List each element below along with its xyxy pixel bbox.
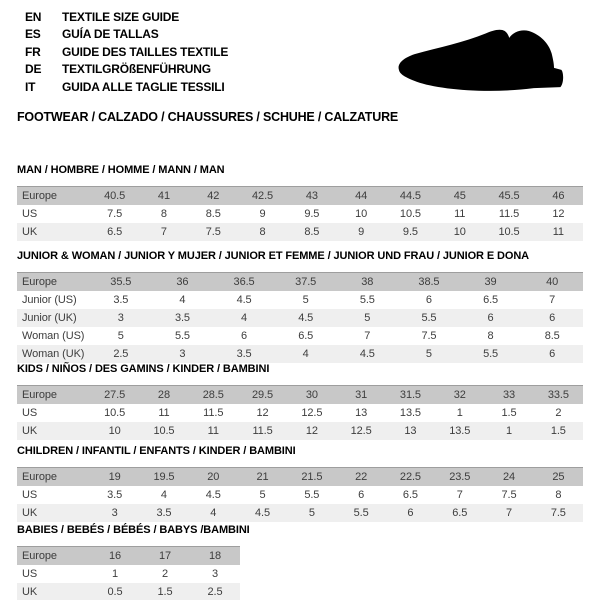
language-code: ES	[25, 27, 41, 42]
row-label: US	[22, 407, 38, 419]
size-cell: 3.5	[236, 348, 252, 360]
size-table	[17, 272, 583, 363]
size-cell: 18	[208, 550, 222, 562]
size-cell: 8	[555, 489, 562, 501]
size-cell: 23.5	[449, 471, 471, 483]
table-row	[17, 583, 240, 600]
size-cell: 8.5	[205, 208, 221, 220]
table-title: CHILDREN / INFANTIL / ENFANTS / KINDER / BAMBINI	[17, 445, 296, 457]
row-label: US	[22, 208, 38, 220]
size-cell: 8.5	[304, 226, 320, 238]
table-row	[17, 223, 583, 241]
size-cell: 11	[207, 425, 219, 437]
size-cell: 4.5	[298, 312, 314, 324]
size-cell: 6	[241, 330, 248, 342]
size-cell: 11.5	[252, 425, 273, 437]
size-cell: 3.5	[107, 489, 123, 501]
size-cell: 40.5	[104, 190, 126, 202]
language-code: DE	[25, 62, 42, 77]
language-guide-title: TEXTILGRÖßENFÜHRUNG	[62, 62, 211, 77]
row-label: UK	[22, 425, 38, 437]
size-cell: 9	[358, 226, 365, 238]
table-title: MAN / HOMBRE / HOMME / MANN / MAN	[17, 164, 225, 176]
size-cell: 5	[308, 507, 315, 519]
table-row	[17, 565, 240, 583]
size-cell: 40	[546, 276, 559, 288]
size-cell: 36	[176, 276, 189, 288]
table-row	[17, 291, 583, 309]
table-row	[17, 327, 583, 345]
size-cell: 12	[552, 208, 565, 220]
size-cell: 10.5	[153, 425, 175, 437]
size-cell: 35.5	[110, 276, 132, 288]
row-label: UK	[22, 226, 38, 238]
size-cell: 11	[552, 226, 564, 238]
table-row	[17, 486, 583, 504]
size-cell: 21	[256, 471, 269, 483]
row-label: US	[22, 568, 38, 580]
size-cell: 8.5	[544, 330, 560, 342]
size-cell: 5.5	[483, 348, 499, 360]
size-cell: 12.5	[350, 425, 372, 437]
row-label: Europe	[22, 190, 57, 202]
size-cell: 28.5	[202, 389, 224, 401]
size-cell: 43	[305, 190, 318, 202]
size-cell: 27.5	[104, 389, 126, 401]
size-cell: 6	[425, 294, 432, 306]
size-cell: 33.5	[547, 389, 569, 401]
size-cell: 7.5	[107, 208, 123, 220]
size-table-section	[17, 164, 583, 241]
size-cell: 38.5	[418, 276, 440, 288]
table-title: BABIES / BEBÉS / BÉBÉS / BABYS /BAMBINI	[17, 524, 250, 536]
table-row	[17, 309, 583, 327]
size-cell: 17	[158, 550, 172, 562]
table-row	[17, 273, 583, 292]
size-cell: 3	[179, 348, 186, 360]
size-cell: 7	[456, 489, 463, 501]
size-cell: 2.5	[207, 586, 223, 598]
size-cell: 45	[453, 190, 466, 202]
size-cell: 13	[404, 425, 417, 437]
table-row	[17, 404, 583, 422]
size-cell: 4	[302, 348, 309, 360]
size-table	[17, 467, 583, 522]
size-cell: 7.5	[501, 489, 517, 501]
size-cell: 5	[302, 294, 309, 306]
size-cell: 9	[259, 208, 266, 220]
size-cell: 4	[160, 489, 167, 501]
size-cell: 41	[157, 190, 170, 202]
table-row	[17, 422, 583, 440]
size-cell: 24	[503, 471, 516, 483]
size-cell: 28	[157, 389, 170, 401]
size-cell: 10.5	[104, 407, 126, 419]
size-cell: 7	[364, 330, 371, 342]
size-cell: 5.5	[353, 507, 369, 519]
size-cell: 10.5	[498, 226, 520, 238]
size-cell: 38	[361, 276, 374, 288]
size-cell: 7.5	[421, 330, 437, 342]
size-cell: 7	[506, 507, 513, 519]
size-cell: 12	[305, 425, 318, 437]
size-cell: 45.5	[498, 190, 520, 202]
size-cell: 4.5	[359, 348, 375, 360]
size-cell: 36.5	[233, 276, 255, 288]
size-cell: 3	[211, 568, 219, 580]
size-cell: 21.5	[301, 471, 323, 483]
size-table-section	[17, 250, 583, 363]
size-cell: 31.5	[399, 389, 421, 401]
table-row	[17, 547, 240, 566]
row-label: Woman (US)	[22, 330, 85, 342]
language-guide-title: GUÍA DE TALLAS	[62, 27, 159, 42]
size-cell: 2.5	[113, 348, 129, 360]
size-cell: 4.5	[236, 294, 252, 306]
size-cell: 5	[425, 348, 432, 360]
size-cell: 7.5	[550, 507, 566, 519]
size-cell: 5.5	[421, 312, 437, 324]
size-cell: 5.5	[304, 489, 320, 501]
size-table-section	[17, 363, 583, 440]
language-code: FR	[25, 44, 41, 59]
size-cell: 33	[503, 389, 516, 401]
size-cell: 25	[552, 471, 565, 483]
size-cell: 16	[108, 550, 122, 562]
size-cell: 6.5	[402, 489, 418, 501]
row-label: Woman (UK)	[22, 348, 85, 360]
size-cell: 10	[453, 226, 466, 238]
row-label: UK	[22, 586, 38, 598]
size-cell: 1.5	[501, 407, 517, 419]
table-row	[17, 205, 583, 223]
size-cell: 11	[158, 407, 170, 419]
size-cell: 6.5	[298, 330, 314, 342]
language-guide-title: TEXTILE SIZE GUIDE	[62, 10, 180, 24]
size-cell: 22.5	[399, 471, 421, 483]
size-cell: 19.5	[153, 471, 175, 483]
language-code: IT	[25, 79, 36, 94]
size-cell: 5	[259, 489, 266, 501]
size-table	[17, 385, 583, 440]
size-cell: 6	[407, 507, 414, 519]
size-cell: 5	[364, 312, 371, 324]
size-cell: 30	[305, 389, 318, 401]
size-cell: 11	[454, 208, 466, 220]
size-cell: 13.5	[399, 407, 421, 419]
category-title: FOOTWEAR / CALZADO / CHAUSSURES / SCHUHE / CALZATURE	[17, 110, 399, 124]
size-cell: 1.5	[550, 425, 566, 437]
size-cell: 4	[241, 312, 248, 324]
size-cell: 5	[117, 330, 124, 342]
size-tables	[17, 0, 583, 600]
table-row	[17, 504, 583, 522]
size-cell: 3	[111, 507, 118, 519]
language-code: EN	[25, 10, 42, 24]
size-cell: 6	[549, 348, 556, 360]
size-cell: 8	[160, 208, 167, 220]
size-cell: 6.5	[107, 226, 123, 238]
size-cell: 6	[549, 312, 556, 324]
size-cell: 32	[453, 389, 466, 401]
size-cell: 3.5	[156, 507, 172, 519]
table-row	[17, 187, 583, 206]
size-cell: 6	[487, 312, 494, 324]
size-cell: 29.5	[252, 389, 274, 401]
language-guide-title: GUIDA ALLE TAGLIE TESSILI	[62, 79, 225, 94]
size-cell: 13.5	[449, 425, 471, 437]
size-cell: 42	[207, 190, 220, 202]
size-cell: 12.5	[301, 407, 323, 419]
row-label: UK	[22, 507, 38, 519]
size-cell: 3.5	[113, 294, 129, 306]
size-cell: 20	[207, 471, 220, 483]
size-cell: 19	[108, 471, 121, 483]
size-cell: 1	[111, 568, 119, 580]
size-table	[17, 186, 583, 241]
size-cell: 4.5	[255, 507, 271, 519]
size-cell: 22	[355, 471, 368, 483]
size-cell: 10	[108, 425, 121, 437]
size-cell: 7	[549, 294, 556, 306]
size-cell: 9.5	[304, 208, 320, 220]
size-cell: 6.5	[452, 507, 468, 519]
size-cell: 4.5	[205, 489, 221, 501]
size-cell: 8	[259, 226, 266, 238]
size-cell: 10	[355, 208, 368, 220]
size-cell: 6	[358, 489, 365, 501]
size-cell: 1	[506, 425, 513, 437]
size-cell: 37.5	[295, 276, 317, 288]
language-guide-title: GUIDE DES TAILLES TEXTILE	[62, 44, 229, 59]
size-cell: 5.5	[359, 294, 375, 306]
row-label: Junior (US)	[22, 294, 77, 306]
size-cell: 13	[355, 407, 368, 419]
size-cell: 3	[117, 312, 124, 324]
row-label: Europe	[22, 471, 57, 483]
table-row	[17, 468, 583, 487]
size-cell: 3.5	[174, 312, 190, 324]
size-cell: 2	[161, 568, 169, 580]
size-cell: 11.5	[498, 208, 520, 220]
size-cell: 42.5	[252, 190, 274, 202]
size-cell: 12	[256, 407, 269, 419]
size-cell: 4	[210, 507, 217, 519]
row-label: Europe	[22, 550, 57, 562]
row-label: Europe	[22, 276, 57, 288]
row-label: Junior (UK)	[22, 312, 77, 324]
size-cell: 1.5	[157, 586, 173, 598]
size-table-section	[17, 445, 583, 522]
size-cell: 10.5	[399, 208, 421, 220]
row-label: Europe	[22, 389, 57, 401]
table-row	[17, 345, 583, 363]
size-cell: 0.5	[107, 586, 123, 598]
table-title: KIDS / NIÑOS / DES GAMINS / KINDER / BAMBINI	[17, 363, 270, 375]
size-cell: 9.5	[402, 226, 418, 238]
row-label: US	[22, 489, 38, 501]
table-row	[17, 386, 583, 405]
size-cell: 5.5	[174, 330, 190, 342]
size-cell: 46	[552, 190, 565, 202]
table-title: JUNIOR & WOMAN / JUNIOR Y MUJER / JUNIOR ET FEMME / JUNIOR UND FRAU / JUNIOR E DONA	[17, 250, 530, 262]
size-table-section	[17, 524, 583, 600]
size-cell: 2	[555, 407, 562, 419]
size-cell: 1	[456, 407, 463, 419]
size-table	[17, 546, 240, 600]
size-cell: 39	[484, 276, 497, 288]
size-cell: 4	[179, 294, 186, 306]
size-cell: 7.5	[205, 226, 221, 238]
size-cell: 44.5	[399, 190, 421, 202]
size-cell: 11.5	[203, 407, 224, 419]
size-cell: 31	[355, 389, 368, 401]
size-cell: 44	[355, 190, 368, 202]
size-cell: 6.5	[483, 294, 499, 306]
size-cell: 7	[160, 226, 167, 238]
size-cell: 8	[487, 330, 494, 342]
